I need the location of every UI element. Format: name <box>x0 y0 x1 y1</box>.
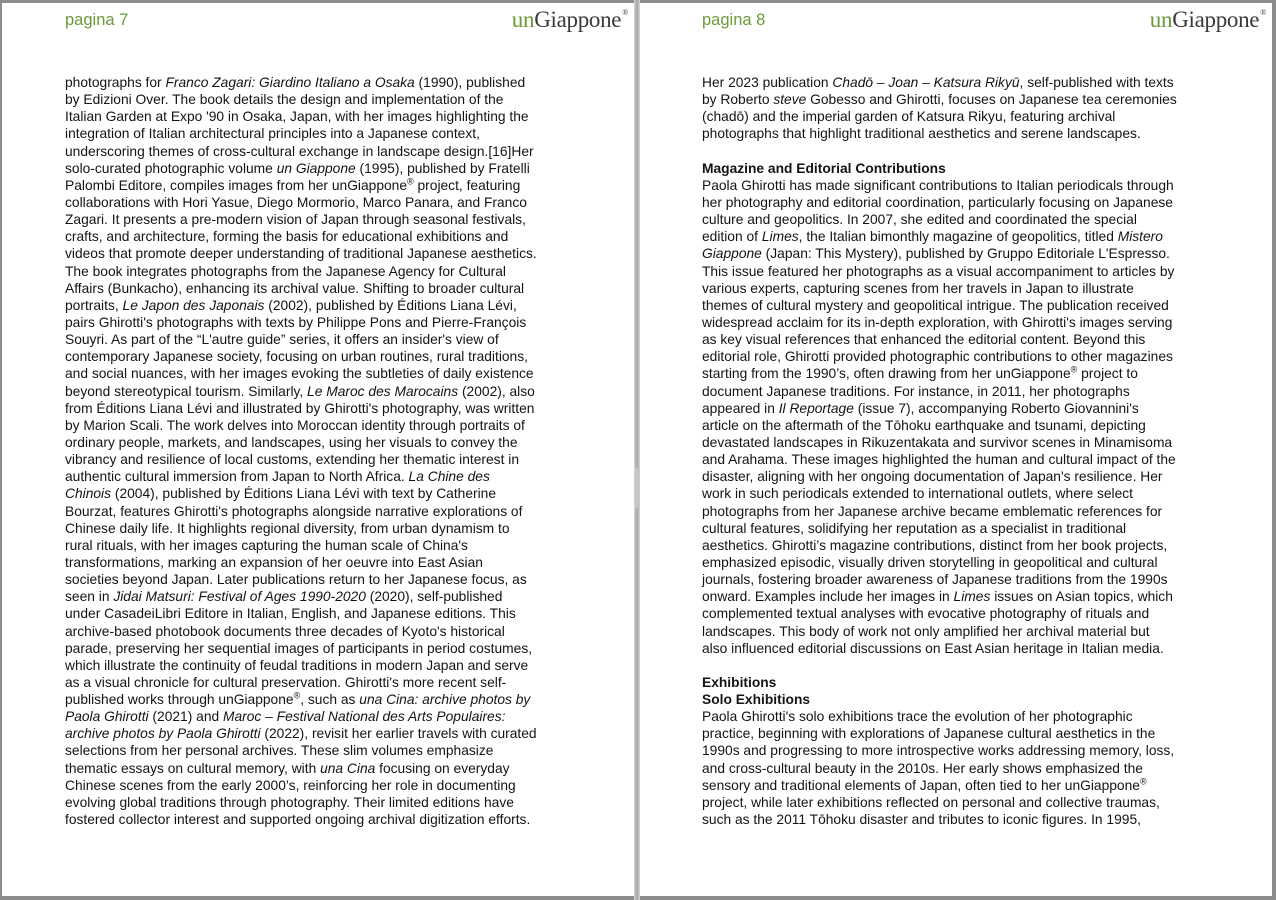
text-line <box>702 228 1177 245</box>
registered-mark: ® <box>1139 776 1147 787</box>
text-line <box>65 725 537 742</box>
text-line <box>702 74 1177 91</box>
section-heading <box>702 691 1177 708</box>
scrollbar-thumb[interactable] <box>635 468 638 508</box>
text-run: themes of cultural mystery and geopolitical intrigue. The publication received <box>702 297 1169 313</box>
text-run: starting from the 1990’s, often drawing from her unGiappone <box>702 366 1071 382</box>
text-run: journals, fostering broader awareness of Japanese traditions from the 1990s <box>702 572 1168 588</box>
italic-title: Giappone <box>702 246 762 262</box>
italic-title: una Cina <box>320 760 376 776</box>
text-run: by Roberto <box>702 92 774 108</box>
text-line <box>65 708 537 725</box>
text-run: , the Italian bimonthly magazine of geopolitics, titled <box>798 229 1118 245</box>
text-line <box>702 485 1177 502</box>
text-line <box>702 125 1177 142</box>
text-run: Palombi Editore, compiles images from her unGiappone <box>65 177 408 193</box>
text-run: archive-based photobook documents three decades of Kyoto's historical <box>65 623 505 639</box>
text-run: photographs that highlight traditional aesthetics and serene landscapes. <box>702 126 1141 142</box>
text-run: Exhibitions <box>702 674 777 690</box>
text-line <box>702 554 1177 571</box>
italic-title: una Cina: archive photos by <box>359 692 531 708</box>
text-line <box>702 400 1177 417</box>
section-heading <box>702 674 1177 691</box>
text-run: as a visual chronicle for cultural preservation. Ghirotti's more recent self- <box>65 674 507 690</box>
text-run: , self-published with texts <box>1019 75 1174 90</box>
text-line <box>65 74 537 91</box>
text-line <box>65 760 537 777</box>
text-line <box>702 588 1177 605</box>
text-line <box>702 91 1177 108</box>
text-line <box>65 571 537 588</box>
text-run: (2002), published by Éditions Liana Lévi, <box>264 297 517 313</box>
text-line <box>702 537 1177 554</box>
text-run: emphasized episodic, visually driven storytelling in geopolitical and cultural <box>702 554 1158 570</box>
text-run: , such as <box>300 692 360 708</box>
text-run: her photography and editorial coordination, particularly focusing on Japanese <box>702 194 1173 210</box>
text-line <box>65 605 537 622</box>
text-run: practice, beginning with explorations of Japanese cultural aesthetics in the <box>702 726 1156 742</box>
text-run: Paola Ghirotti has made significant contributions to Italian periodicals through <box>702 177 1174 193</box>
text-run: Chinese scenes from the early 2000’s, reinforcing her role in documenting <box>65 777 516 793</box>
text-line <box>702 434 1177 451</box>
text-line <box>65 263 537 280</box>
registered-mark: ® <box>1070 364 1078 375</box>
text-line <box>65 623 537 640</box>
text-line <box>65 657 537 674</box>
text-run: (2022), revisit her earlier travels with curated <box>260 726 537 742</box>
text-run: Chinese daily life. It highlights regional diversity, from urban dynamism to <box>65 520 510 536</box>
text-run: by Marion Scali. The work delves into Moroccan identity through portraits of <box>65 417 525 433</box>
text-run: edition of <box>702 229 762 245</box>
text-run: (1990), published <box>414 75 526 90</box>
text-run: by Edizioni Over. The book details the design and implementation of the <box>65 92 504 108</box>
text-line <box>702 451 1177 468</box>
text-line <box>65 280 537 297</box>
text-line <box>65 177 537 194</box>
text-run: evolving global traditions through photography. Their limited editions have <box>65 794 514 810</box>
text-run: thematic essays on cultural memory, with <box>65 760 321 776</box>
text-run: Gobesso and Ghirotti, focuses on Japanese tea ceremonies <box>806 92 1177 108</box>
text-line <box>702 365 1177 382</box>
text-run: crafts, and architecture, forming the basis for educational exhibitions and <box>65 229 509 245</box>
page-body-text <box>65 74 537 828</box>
text-run: complemented textual analyses with evocative photography of rituals and <box>702 606 1150 622</box>
text-line <box>65 742 537 759</box>
text-run: focusing on everyday <box>375 760 510 776</box>
text-run: portraits, <box>65 297 123 313</box>
ungiappone-logo: unGiappone® <box>511 7 628 32</box>
text-run: project to <box>1077 366 1138 382</box>
text-run: (2002), also <box>458 383 535 399</box>
text-run: ordinary people, markets, and landscapes, using her visuals to convey the <box>65 434 518 450</box>
text-line <box>65 794 537 811</box>
text-run: appeared in <box>702 400 779 416</box>
text-line <box>702 623 1177 640</box>
text-run: devastated landscapes in Rikuzentakata and survivor scenes in Minamisoma <box>702 434 1173 450</box>
text-run: under CasadeiLibri Editore in Italian, English, and Japanese editions. This <box>65 606 516 622</box>
text-run: culture and geopolitics. In 2007, she edited and coordinated the special <box>702 212 1137 228</box>
text-line <box>65 365 537 382</box>
text-run: authentic cultural immersion from Japan to North Africa. <box>65 469 409 485</box>
text-run: document Japanese traditions. For instance, in 2011, her photographs <box>702 383 1130 399</box>
italic-title: Limes <box>953 589 991 605</box>
blank-line <box>702 657 1177 674</box>
text-line <box>702 194 1177 211</box>
text-run: vibrancy and resilience of local customs, extending her thematic interest in <box>65 452 519 468</box>
text-run: Paola Ghirotti's solo exhibitions trace the evolution of her photographic <box>702 709 1133 725</box>
text-run: published works through unGiappone <box>65 692 294 708</box>
text-line <box>702 794 1177 811</box>
italic-title: Le Maroc des Marocains <box>307 383 459 399</box>
text-line <box>65 811 537 828</box>
text-run: integration of Italian architectural principles into a Japanese context, <box>65 126 480 142</box>
italic-title: Il Reportage <box>778 400 854 416</box>
text-run: 1990s and progressing to more introspective works addressing memory, loss, <box>702 743 1175 759</box>
text-line <box>702 211 1177 228</box>
text-line <box>65 400 537 417</box>
text-line <box>702 708 1177 725</box>
text-run: disaster, aligning with her ongoing documentation of Japan's resilience. Her <box>702 469 1163 485</box>
text-run: such as the 2011 Tōhoku disaster and tributes to iconic figures. In 1995, <box>702 812 1141 828</box>
text-run: parade, preserving her sequential images of participants in period costumes, <box>65 640 533 656</box>
italic-title: steve <box>773 92 807 108</box>
text-run: photographs from her Japanese archive became emblematic references for <box>702 503 1163 519</box>
text-line <box>702 417 1177 434</box>
italic-title: Mistero <box>1117 229 1163 245</box>
text-line <box>65 143 537 160</box>
text-line <box>65 588 537 605</box>
text-run: Magazine and Editorial Contributions <box>702 160 946 176</box>
text-run: (issue 7), accompanying Roberto Giovannini's <box>853 400 1139 416</box>
text-run: The book integrates photographs from the Japanese Agency for Cultural <box>65 263 507 279</box>
italic-title: Chadō – Joan – Katsura Rikyū <box>832 75 1020 90</box>
text-line <box>702 777 1177 794</box>
italic-title: Franco Zagari: Giardino Italiano a Osaka <box>165 75 415 90</box>
registered-mark: ® <box>407 176 414 187</box>
text-line <box>65 503 537 520</box>
text-line <box>702 348 1177 365</box>
text-line <box>65 451 537 468</box>
italic-title: La Chine des <box>408 469 490 485</box>
text-line <box>65 383 537 400</box>
italic-title: Limes <box>761 229 799 245</box>
text-line <box>65 211 537 228</box>
text-run: Italian Garden at Expo '90 in Osaka, Japan, with her images highlighting the <box>65 109 529 125</box>
italic-title: archive photos by Paola Ghirotti <box>65 726 261 742</box>
text-run: Zagari. It presents a pre-modern vision of Japan through seasonal festivals, <box>65 212 526 228</box>
text-run: contemporary Japanese society, focusing on urban routines, rural traditions, <box>65 349 528 365</box>
text-line <box>702 331 1177 348</box>
text-line <box>702 742 1177 759</box>
text-run: fostered collector interest and supported ongoing archival digitization efforts. <box>65 812 531 828</box>
text-run: photographs for <box>65 75 166 90</box>
text-run: landscapes. This body of work not only amplified her archival material but <box>702 623 1150 639</box>
text-run: cultural features, solidifying her reputation as a specialist in traditional <box>702 520 1127 536</box>
text-run: rural rituals, with her images capturing the human scale of China's <box>65 537 468 553</box>
text-line <box>65 537 537 554</box>
italic-title: Jidai Matsuri: Festival of Ages 1990-2020 <box>113 589 366 605</box>
text-run: and Arahama. These images highlighted the human and cultural impact of the <box>702 452 1176 468</box>
text-line <box>65 228 537 245</box>
document-page-left <box>2 3 634 896</box>
text-run: issues on Asian topics, which <box>990 589 1173 605</box>
text-line <box>65 91 537 108</box>
text-line <box>702 605 1177 622</box>
italic-title: Maroc – Festival National des Arts Populaires: <box>223 709 506 725</box>
text-run: sensory and traditional elements of Japan, often tied to her unGiappone <box>702 777 1140 793</box>
text-line <box>65 125 537 142</box>
text-line <box>65 348 537 365</box>
text-line <box>702 760 1177 777</box>
text-run: beyond stereotypical tourism. Similarly, <box>65 383 308 399</box>
section-heading <box>702 160 1177 177</box>
text-run: project, featuring <box>413 177 521 193</box>
text-line <box>65 417 537 434</box>
italic-title: un Giappone <box>276 160 356 176</box>
text-run: work in such periodicals extended to international outlets, where select <box>702 486 1134 502</box>
text-run: various experts, capturing scenes from her travels in Japan to illustrate <box>702 280 1134 296</box>
text-run: (2020), self-published <box>365 589 503 605</box>
text-run: aesthetics. Ghirotti’s magazine contributions, distinct from her book projects, <box>702 537 1168 553</box>
italic-title: Chinois <box>65 486 112 502</box>
text-line <box>702 725 1177 742</box>
text-line <box>702 280 1177 297</box>
text-line <box>65 194 537 211</box>
italic-title: Le Japon des Japonais <box>122 297 265 313</box>
text-run: This issue featured her photographs as a visual accompaniment to articles by <box>702 263 1175 279</box>
page-number: pagina 8 <box>702 11 766 29</box>
text-line <box>65 297 537 314</box>
text-line <box>65 691 537 708</box>
text-line <box>702 503 1177 520</box>
text-run: article on the aftermath of the Tōhoku earthquake and tsunami, depicting <box>702 417 1146 433</box>
text-run: underscoring themes of cross-cultural exchange in landscape design.[16]Her <box>65 143 534 159</box>
text-line <box>65 640 537 657</box>
text-run: (1995), published by Fratelli <box>355 160 530 176</box>
text-run: Souyri. As part of the “L'autre guide” series, it offers an insider's view of <box>65 332 499 348</box>
text-line <box>702 468 1177 485</box>
text-run: (2004), published by Éditions Liana Lévi with text by Catherine <box>111 486 497 502</box>
text-run: (2021) and <box>148 709 223 725</box>
text-line <box>702 314 1177 331</box>
text-line <box>65 434 537 451</box>
text-line <box>702 811 1177 828</box>
text-line <box>65 674 537 691</box>
text-line <box>702 263 1177 280</box>
text-line <box>702 245 1177 262</box>
text-run: (chadō) and the imperial garden of Katsura Rikyu, featuring archival <box>702 109 1116 125</box>
text-run: selections from her personal archives. These slim volumes emphasize <box>65 743 494 759</box>
text-line <box>65 554 537 571</box>
text-line <box>702 297 1177 314</box>
text-line <box>65 331 537 348</box>
text-line <box>65 468 537 485</box>
page-body-text <box>702 74 1177 828</box>
text-line <box>702 108 1177 125</box>
text-run: videos that promote deeper understanding of traditional Japanese aesthetics. <box>65 246 537 262</box>
text-line <box>702 383 1177 400</box>
text-run: which illustrate the continuity of feudal traditions in modern Japan and serve <box>65 657 529 673</box>
text-run: Solo Exhibitions <box>702 692 811 708</box>
text-run: as key visual references that enhanced the editorial content. Beyond this <box>702 332 1146 348</box>
text-line <box>702 520 1177 537</box>
text-line <box>65 520 537 537</box>
text-run: and cross-cultural beauty in the 2010s. Her early shows emphasized the <box>702 760 1143 776</box>
text-run: from Éditions Liana Lévi and illustrated by Ghirotti's photography, was written <box>65 400 535 416</box>
text-run: societies beyond Japan. Later publications return to her Japanese focus, as <box>65 572 527 588</box>
document-page-right <box>640 3 1272 896</box>
italic-title: Paola Ghirotti <box>65 709 149 725</box>
text-line <box>65 245 537 262</box>
text-run: Bourzat, features Ghirotti's photographs alongside narrative explorations of <box>65 503 523 519</box>
text-run: also influenced editorial discussions on East Asian heritage in Italian media. <box>702 640 1164 656</box>
text-run: widespread acclaim for its in-depth exploration, with Ghirotti's images serving <box>702 314 1173 330</box>
text-line <box>65 160 537 177</box>
text-line <box>702 571 1177 588</box>
text-run: editorial role, Ghirotti provided photographic contributions to other magazines <box>702 349 1173 365</box>
registered-mark: ® <box>293 690 301 701</box>
text-line <box>702 177 1177 194</box>
text-run: seen in <box>65 589 114 605</box>
text-run: pairs Ghirotti's photographs with texts by Philippe Pons and Pierre-François <box>65 314 527 330</box>
page-number: pagina 7 <box>65 11 129 29</box>
text-run: (Japan: This Mystery), published by Gruppo Editoriale L'Espresso. <box>761 246 1170 262</box>
text-run: onward. Examples include her images in <box>702 589 954 605</box>
text-run: solo-curated photographic volume <box>65 160 277 176</box>
text-run: transformations, marking an expansion of her oeuvre into East Asian <box>65 554 483 570</box>
ungiappone-logo: unGiappone® <box>1149 7 1266 32</box>
text-run: Affairs (Bunkacho), enhancing its archival value. Shifting to broader cultural <box>65 280 525 296</box>
text-run: project, while later exhibitions reflected on personal and collective traumas, <box>702 794 1160 810</box>
blank-line <box>702 143 1177 160</box>
text-line <box>65 777 537 794</box>
text-line <box>65 108 537 125</box>
text-run: and social nuances, with her images evoking the subtleties of daily existence <box>65 366 534 382</box>
text-run: Her 2023 publication <box>702 75 833 90</box>
text-line <box>65 485 537 502</box>
text-run: collaborations with Hori Yasue, Diego Mormorio, Marco Panara, and Franco <box>65 194 527 210</box>
text-line <box>702 640 1177 657</box>
text-line <box>65 314 537 331</box>
